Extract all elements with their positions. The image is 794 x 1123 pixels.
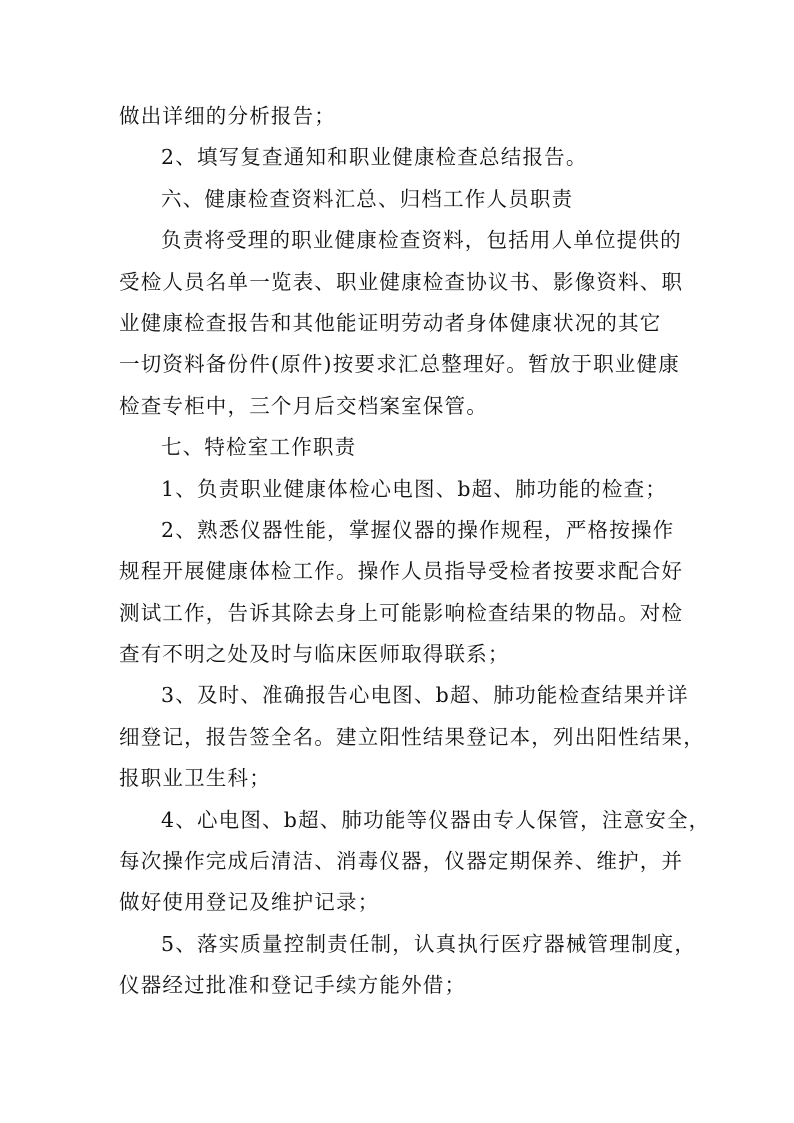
section-heading: 七、特检室工作职责	[161, 435, 357, 460]
text-line: 受检人员名单一览表、职业健康检查协议书、影像资料、职	[119, 269, 684, 294]
text-line: 规程开展健康体检工作。操作人员指导受检者按要求配合好	[119, 559, 684, 584]
text-line: 5、落实质量控制责任制，认真执行医疗器械管理制度，	[161, 931, 697, 956]
document-body	[119, 96, 711, 1007]
text-line: 一切资料备份件(原件)按要求汇总整理好。暂放于职业健康	[119, 352, 680, 377]
text-line: 查有不明之处及时与临床医师取得联系；	[119, 642, 510, 667]
text-line: 3、及时、准确报告心电图、b超、肺功能检查结果并详	[161, 683, 689, 708]
text-line: 报职业卫生科；	[119, 766, 271, 791]
text-line: 仪器经过批准和登记手续方能外借；	[119, 973, 467, 998]
text-line: 检查专柜中，三个月后交档案室保管。	[119, 393, 488, 418]
text-line: 做出详细的分析报告；	[119, 104, 336, 128]
text-line: 2、熟悉仪器性能，掌握仪器的操作规程，严格按操作	[161, 517, 675, 542]
text-line: 细登记，报告签全名。建立阳性结果登记本，列出阳性结果，	[119, 724, 705, 749]
text-line: 业健康检查报告和其他能证明劳动者身体健康状况的其它	[119, 310, 662, 335]
text-line: 测试工作，告诉其除去身上可能影响检查结果的物品。对检	[119, 600, 684, 625]
section-heading: 六、健康检查资料汇总、归档工作人员职责	[161, 186, 574, 211]
text-line: 每次操作完成后清洁、消毒仪器，仪器定期保养、维护，并	[119, 849, 684, 874]
text-line: 2、填写复查通知和职业健康检查总结报告。	[161, 145, 588, 170]
text-line: 4、心电图、b超、肺功能等仪器由专人保管，注意安全，	[161, 807, 711, 832]
text-line: 负责将受理的职业健康检查资料，包括用人单位提供的	[161, 228, 682, 253]
text-line: 1、负责职业健康体检心电图、b超、肺功能的检查；	[161, 476, 667, 501]
text-line: 做好使用登记及维护记录；	[119, 890, 380, 915]
